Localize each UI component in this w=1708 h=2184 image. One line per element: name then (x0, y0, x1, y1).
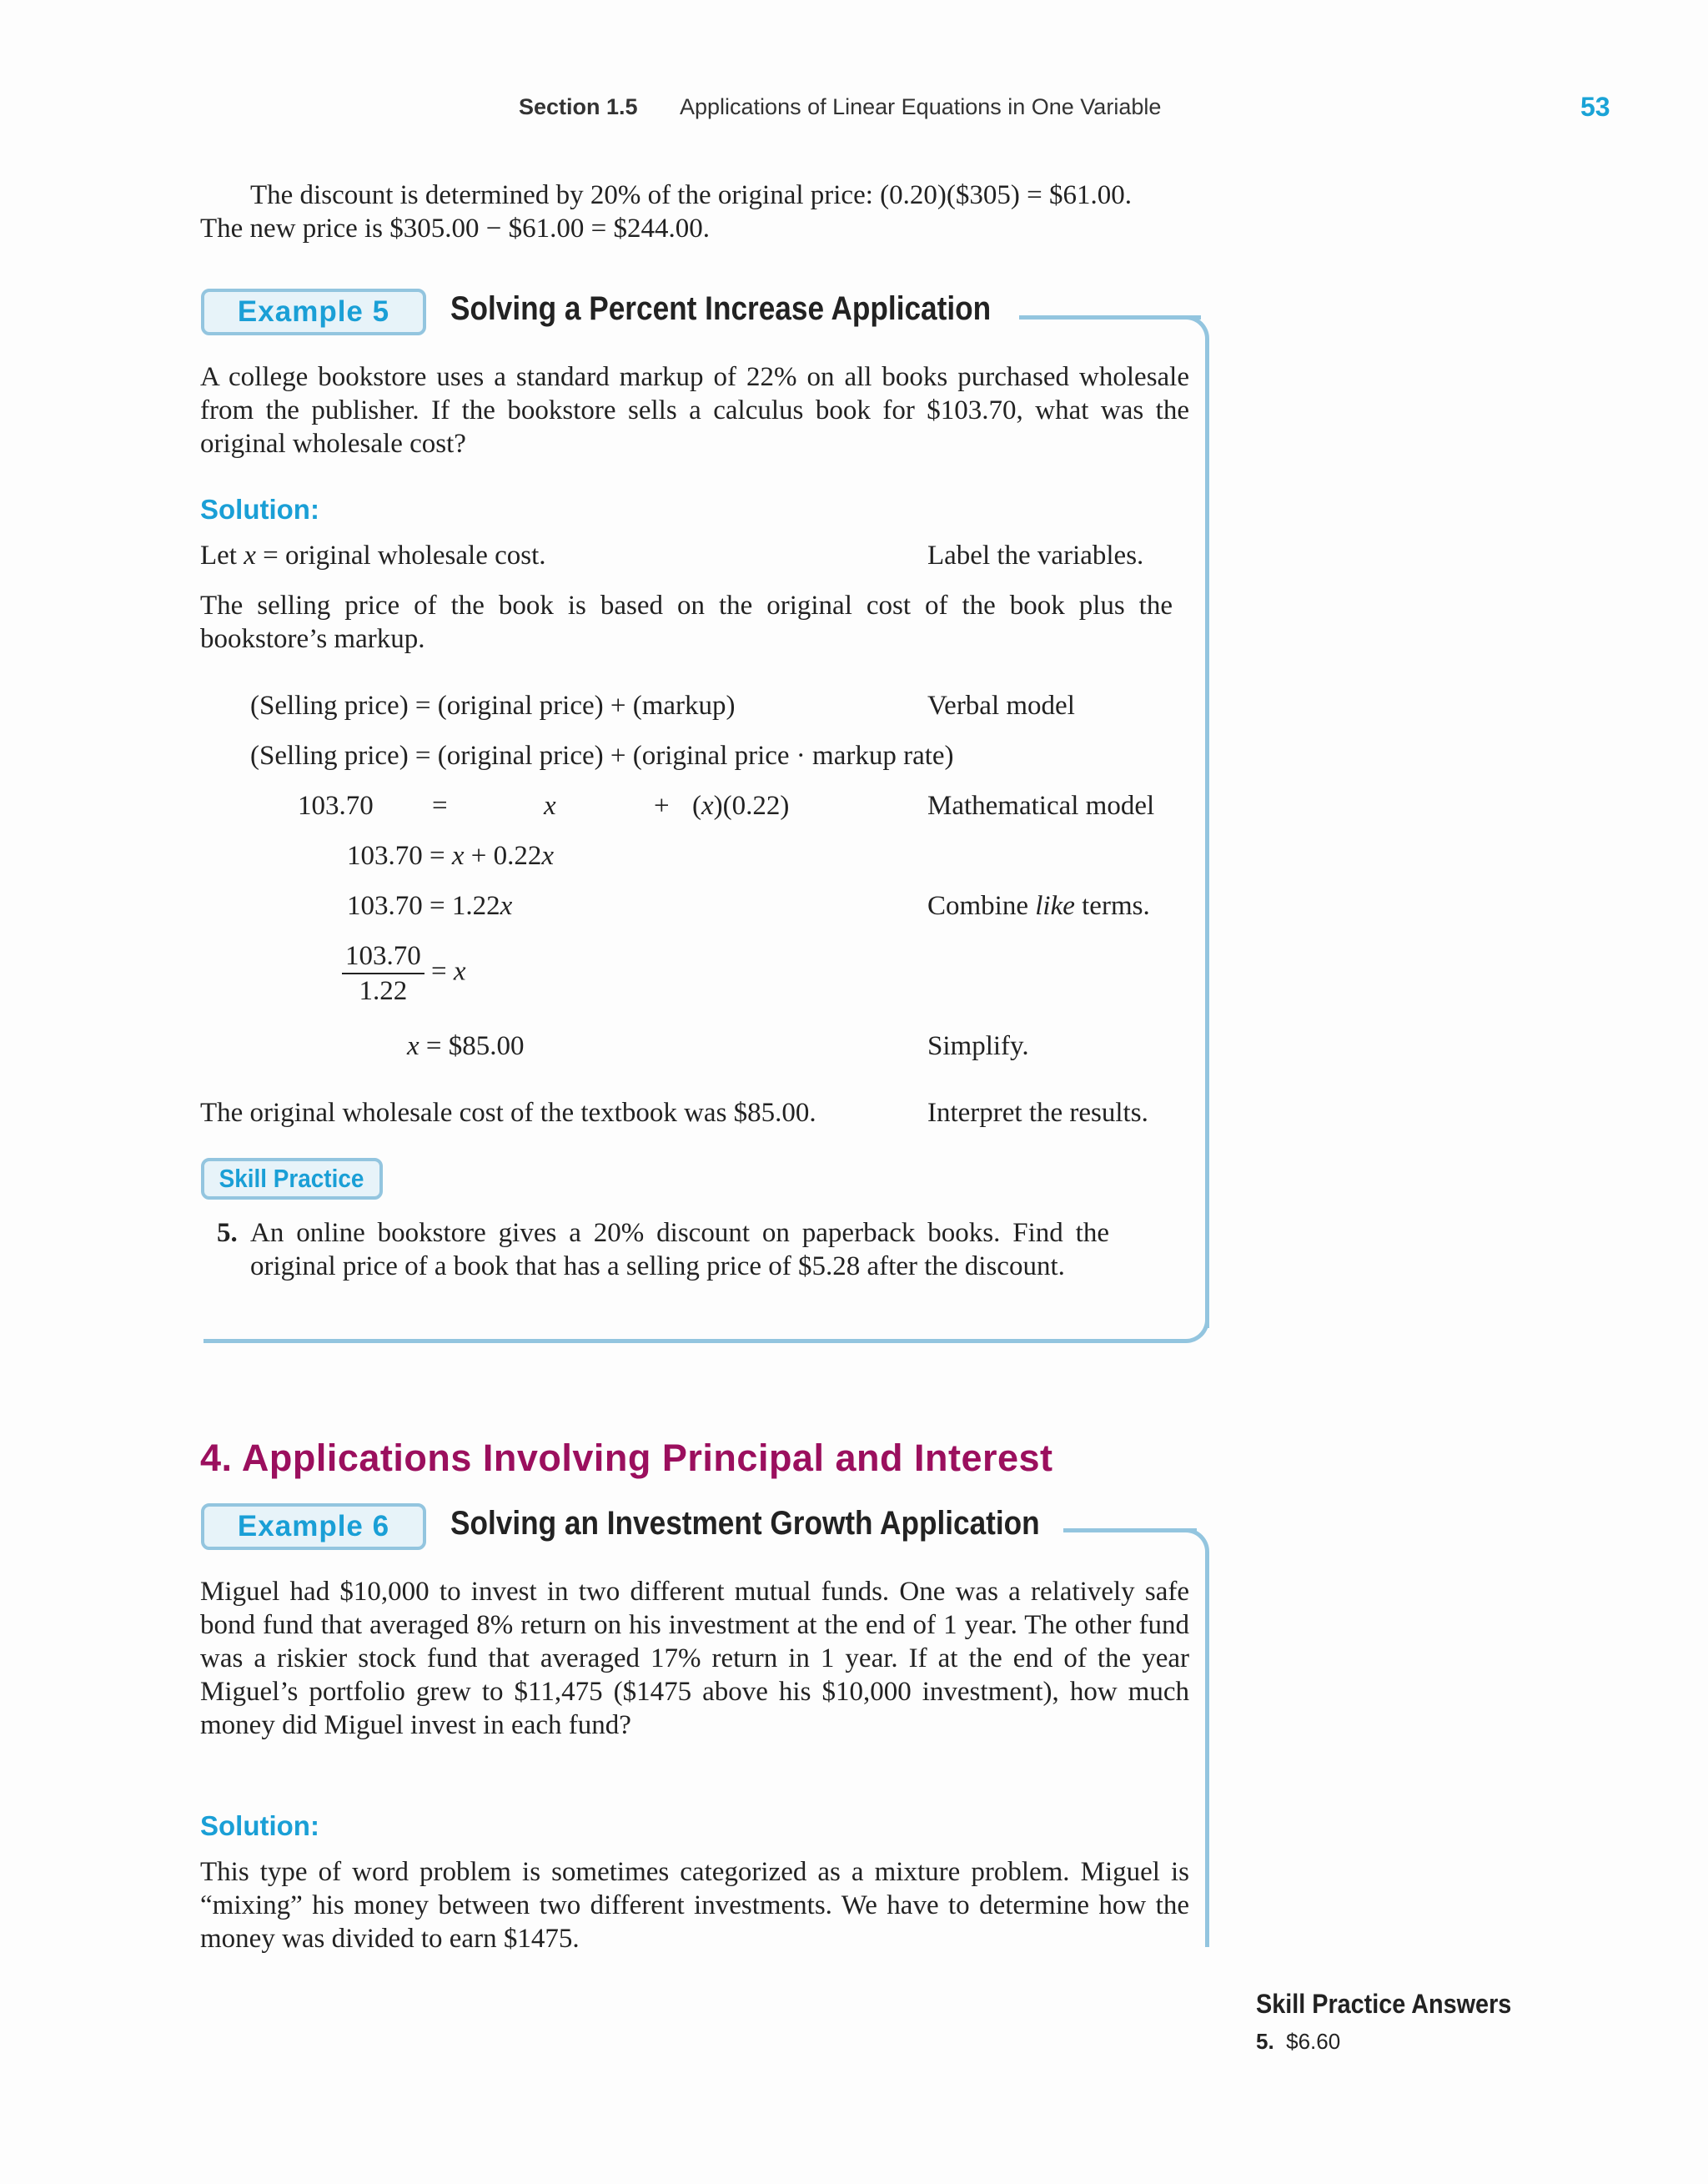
math-model-x: x (544, 791, 556, 821)
example6-solution-label: Solution: (200, 1810, 319, 1841)
intro-line-1: The discount is determined by 20% of the original price: (0.20)($305) = $61.00. (250, 180, 1132, 210)
example6-title: Solving an Investment Growth Application (450, 1505, 1040, 1542)
example5-explain: The selling price of the book is based on the original cost of the book plus the bookstore’s markup. (200, 591, 1173, 654)
section-label: Section 1.5 (519, 94, 638, 119)
step-4: x = $85.00 (407, 1031, 525, 1061)
step-4-note: Simplify. (927, 1031, 1029, 1061)
skill-practice-label: Skill Practice (201, 1158, 383, 1200)
example5-solution-label: Solution: (200, 494, 319, 525)
let-statement: Let x = original wholesale cost. (200, 541, 546, 571)
example5-title: Solving a Percent Increase Application (450, 290, 992, 327)
example5-label: Example 5 (201, 289, 426, 335)
example6-frame-corner-top (1169, 1528, 1209, 1568)
page-number: 53 (1580, 92, 1610, 122)
section-title: Applications of Linear Equations in One Variable (680, 94, 1162, 119)
let-note: Label the variables. (927, 541, 1144, 571)
example6-label: Example 6 (201, 1503, 426, 1550)
skill-practice-text: An online bookstore gives a 20% discount on paperback books. Find the original price of a book that has a selling price of $5.28 after the discount. (250, 1218, 1109, 1281)
answer-item: 5. $6.60 (1256, 2029, 1341, 2054)
step-2-note: Combine like terms. (927, 891, 1150, 921)
example6-solution-text: This type of word problem is sometimes categorized as a mixture problem. Miguel is “mixing” his money between two different investments. We have to determine how the money was divided to earn $1475. (200, 1857, 1189, 1954)
intro-line-2: The new price is $305.00 − $61.00 = $244.00. (200, 214, 710, 244)
step-2: 103.70 = 1.22x (347, 891, 513, 921)
verbal-model: (Selling price) = (original price) + (markup) (250, 691, 736, 721)
example6-problem: Miguel had $10,000 to invest in two different mutual funds. One was a relatively safe bond fund that averaged 8% return on his investment at the end of 1 year. The other fund was a riskier stock fund that averaged 17% return in 1 year. If at the end of the year Miguel’s portfolio grew to $11,475 ($1475 above his $10,000 investment), how much money did Miguel invest in each fund? (200, 1577, 1189, 1740)
example6-frame-right (1205, 1563, 1209, 1947)
example5-conclusion: The original wholesale cost of the textbook was $85.00. (200, 1098, 816, 1128)
step-1: 103.70 = x + 0.22x (347, 841, 555, 871)
math-model-lhs: 103.70 (298, 791, 374, 821)
example5-problem: A college bookstore uses a standard markup of 22% on all books purchased wholesale from the publisher. If the bookstore sells a calculus book for $103.70, what was the original wholesale cost? (200, 362, 1189, 459)
example5-frame-right (1205, 350, 1209, 1328)
math-model-plus: + (654, 791, 670, 821)
verbal-model-note: Verbal model (927, 691, 1075, 721)
example5-frame-bottom (203, 1339, 1181, 1343)
example5-conclusion-note: Interpret the results. (927, 1098, 1148, 1128)
math-model-equals: = (432, 791, 448, 821)
example5-frame-corner-bottom (1169, 1303, 1209, 1343)
math-model-note: Mathematical model (927, 791, 1155, 821)
step-3-fraction: $\frac{103.70}{1.22}$ = x (342, 939, 466, 1008)
verbal-model-expanded: (Selling price) = (original price) + (original price · markup rate) (250, 741, 954, 771)
section-heading: 4. Applications Involving Principal and Interest (200, 1437, 1053, 1479)
math-model-term: (x)(0.22) (692, 791, 790, 821)
example5-frame-corner-top (1169, 315, 1209, 355)
answers-title: Skill Practice Answers (1256, 1989, 1512, 2019)
skill-practice-number: 5. (217, 1218, 238, 1248)
